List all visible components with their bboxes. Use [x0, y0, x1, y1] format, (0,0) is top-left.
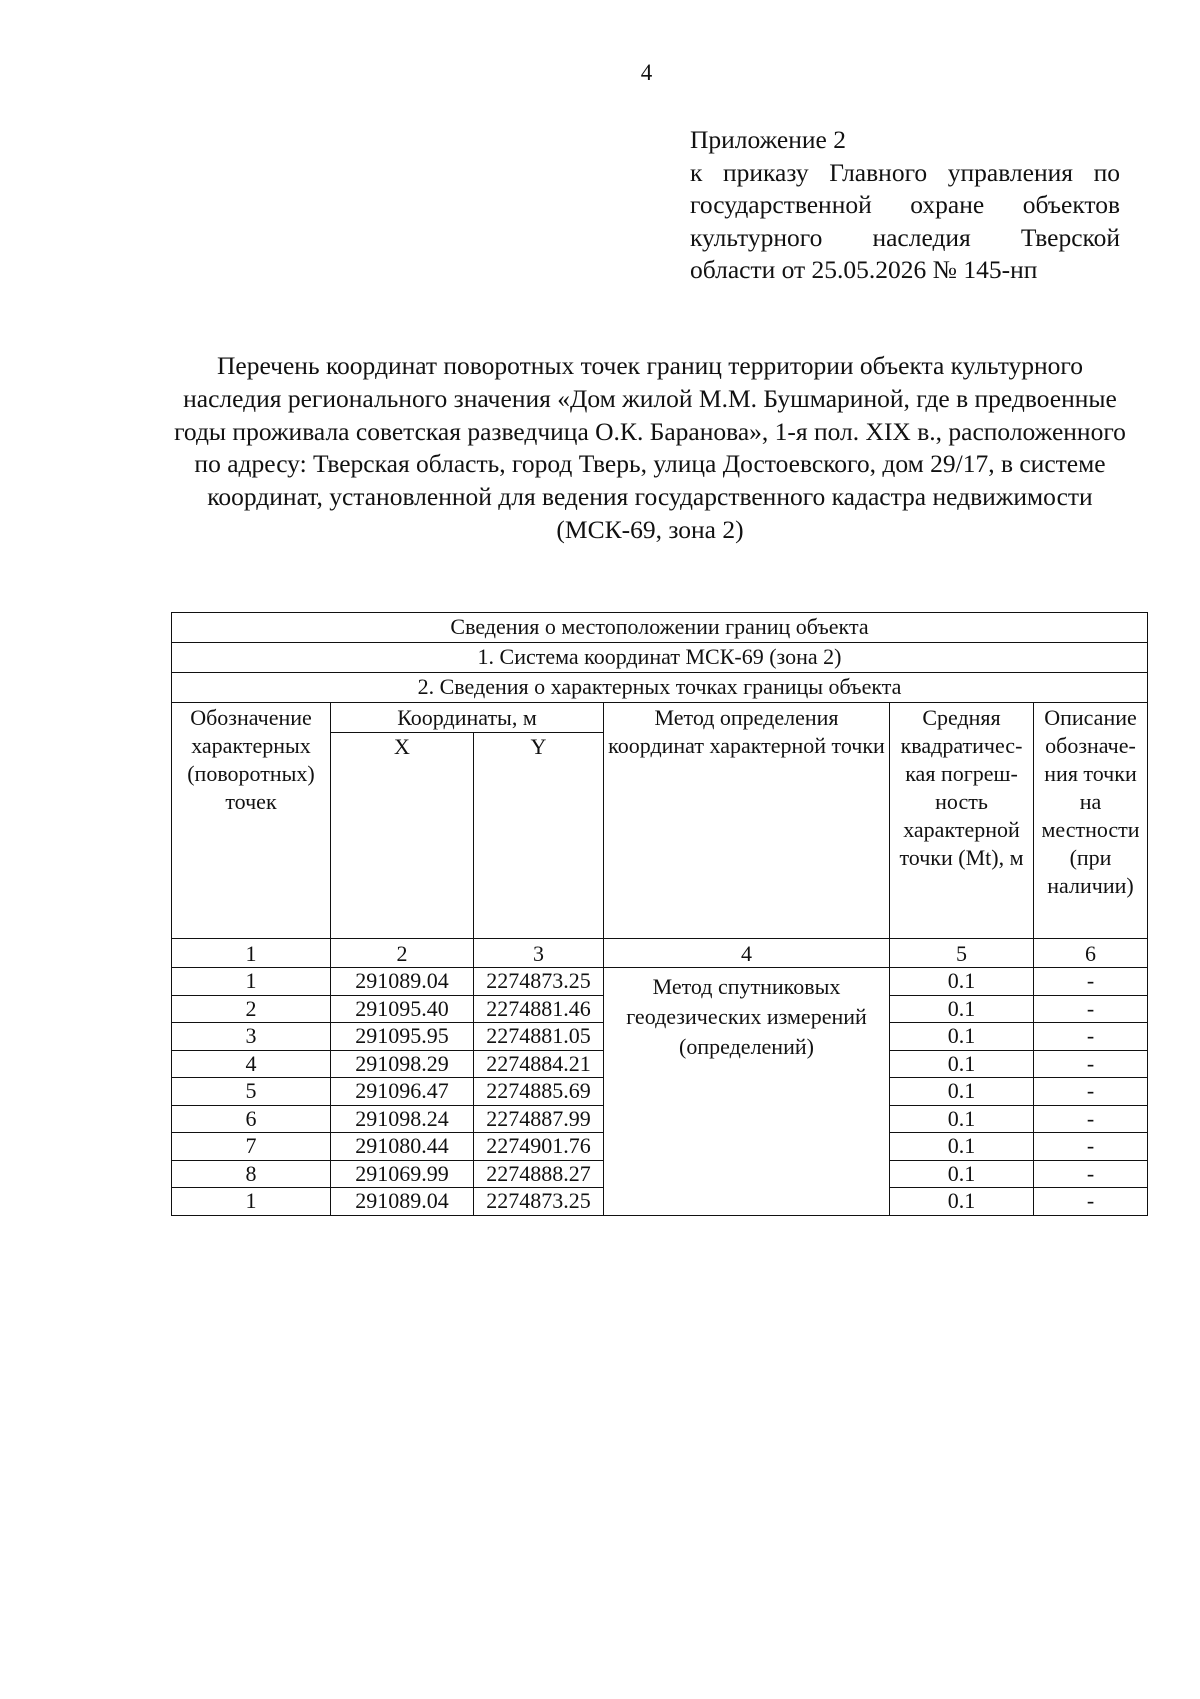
description-cell: -: [1034, 1133, 1148, 1161]
coordinates-table-wrapper: [171, 612, 1148, 1216]
col-header-description: Описание обозначе-ния точки на местности (при наличии): [1034, 703, 1148, 939]
y-coordinate-cell: 2274888.27: [474, 1160, 604, 1188]
col-header-x: X: [331, 733, 474, 939]
col-header-point: Обозначение характерных (поворотных) точек: [172, 703, 331, 939]
y-coordinate-cell: 2274887.99: [474, 1105, 604, 1133]
y-coordinate-cell: 2274881.05: [474, 1023, 604, 1051]
description-cell: -: [1034, 1050, 1148, 1078]
mt-error-cell: 0.1: [890, 968, 1034, 996]
description-cell: -: [1034, 1105, 1148, 1133]
description-cell: -: [1034, 995, 1148, 1023]
document-title: Перечень координат поворотных точек границ территории объекта культурного наследия регионального значения «Дом жилой М.М. Бушмариной, где в предвоенные годы проживала советская разведчица О.К. Баранова», 1-я пол. XIX в., расположенного по адресу: Тверская область, город Тверь, улица Достоевского, дом 29/17, в системе координат, установленной для ведения государственного кадастра недвижимости (МСК-69, зона 2): [174, 351, 1126, 544]
mt-error-cell: 0.1: [890, 1160, 1034, 1188]
column-number-cell: 3: [474, 939, 604, 968]
coordinates-table: [171, 612, 1148, 1216]
description-cell: -: [1034, 968, 1148, 996]
x-coordinate-cell: 291069.99: [331, 1160, 474, 1188]
x-coordinate-cell: 291098.29: [331, 1050, 474, 1078]
point-number-cell: 1: [172, 968, 331, 996]
point-number-cell: 1: [172, 1188, 331, 1216]
y-coordinate-cell: 2274881.46: [474, 995, 604, 1023]
column-number-cell: 4: [604, 939, 890, 968]
mt-error-cell: 0.1: [890, 1023, 1034, 1051]
y-coordinate-cell: 2274884.21: [474, 1050, 604, 1078]
point-number-cell: 7: [172, 1133, 331, 1161]
x-coordinate-cell: 291095.40: [331, 995, 474, 1023]
x-coordinate-cell: 291089.04: [331, 1188, 474, 1216]
mt-error-cell: 0.1: [890, 1105, 1034, 1133]
mt-error-cell: 0.1: [890, 1078, 1034, 1106]
x-coordinate-cell: 291080.44: [331, 1133, 474, 1161]
point-number-cell: 5: [172, 1078, 331, 1106]
point-number-cell: 4: [172, 1050, 331, 1078]
y-coordinate-cell: 2274873.25: [474, 1188, 604, 1216]
point-number-cell: 2: [172, 995, 331, 1023]
col-header-y: Y: [474, 733, 604, 939]
appendix-block: [690, 124, 1120, 287]
point-number-cell: 6: [172, 1105, 331, 1133]
mt-error-cell: 0.1: [890, 995, 1034, 1023]
column-number-cell: 5: [890, 939, 1034, 968]
column-number-cell: 1: [172, 939, 331, 968]
mt-error-cell: 0.1: [890, 1188, 1034, 1216]
column-number-row: [172, 939, 1148, 968]
page-number: 4: [640, 60, 653, 85]
y-coordinate-cell: 2274885.69: [474, 1078, 604, 1106]
x-coordinate-cell: 291098.24: [331, 1105, 474, 1133]
x-coordinate-cell: 291096.47: [331, 1078, 474, 1106]
column-number-cell: 2: [331, 939, 474, 968]
table-header-location: Сведения о местоположении границ объекта: [172, 613, 1148, 643]
col-header-error: Средняя квадратичес-кая погреш-ность характерной точки (Mt), м: [890, 703, 1034, 939]
col-header-method: Метод определения координат характерной точки: [604, 703, 890, 939]
point-number-cell: 3: [172, 1023, 331, 1051]
mt-error-cell: 0.1: [890, 1133, 1034, 1161]
description-cell: -: [1034, 1078, 1148, 1106]
x-coordinate-cell: 291095.95: [331, 1023, 474, 1051]
y-coordinate-cell: 2274873.25: [474, 968, 604, 996]
table-row: [172, 968, 1148, 996]
mt-error-cell: 0.1: [890, 1050, 1034, 1078]
description-cell: -: [1034, 1188, 1148, 1216]
x-coordinate-cell: 291089.04: [331, 968, 474, 996]
table-header-coord-system: 1. Система координат МСК-69 (зона 2): [172, 643, 1148, 673]
table-header-points-info: 2. Сведения о характерных точках границы объекта: [172, 673, 1148, 703]
point-number-cell: 8: [172, 1160, 331, 1188]
appendix-text: к приказу Главного управления по государственной охране объектов культурного наследия Тверской области от 25.05.2026 № 145-нп: [690, 157, 1120, 284]
y-coordinate-cell: 2274901.76: [474, 1133, 604, 1161]
description-cell: -: [1034, 1160, 1148, 1188]
appendix-title: Приложение 2: [690, 125, 846, 154]
description-cell: -: [1034, 1023, 1148, 1051]
column-number-cell: 6: [1034, 939, 1148, 968]
method-cell: Метод спутниковых геодезических измерений (определений): [604, 968, 890, 1216]
col-header-coordinates: Координаты, м: [331, 703, 604, 733]
